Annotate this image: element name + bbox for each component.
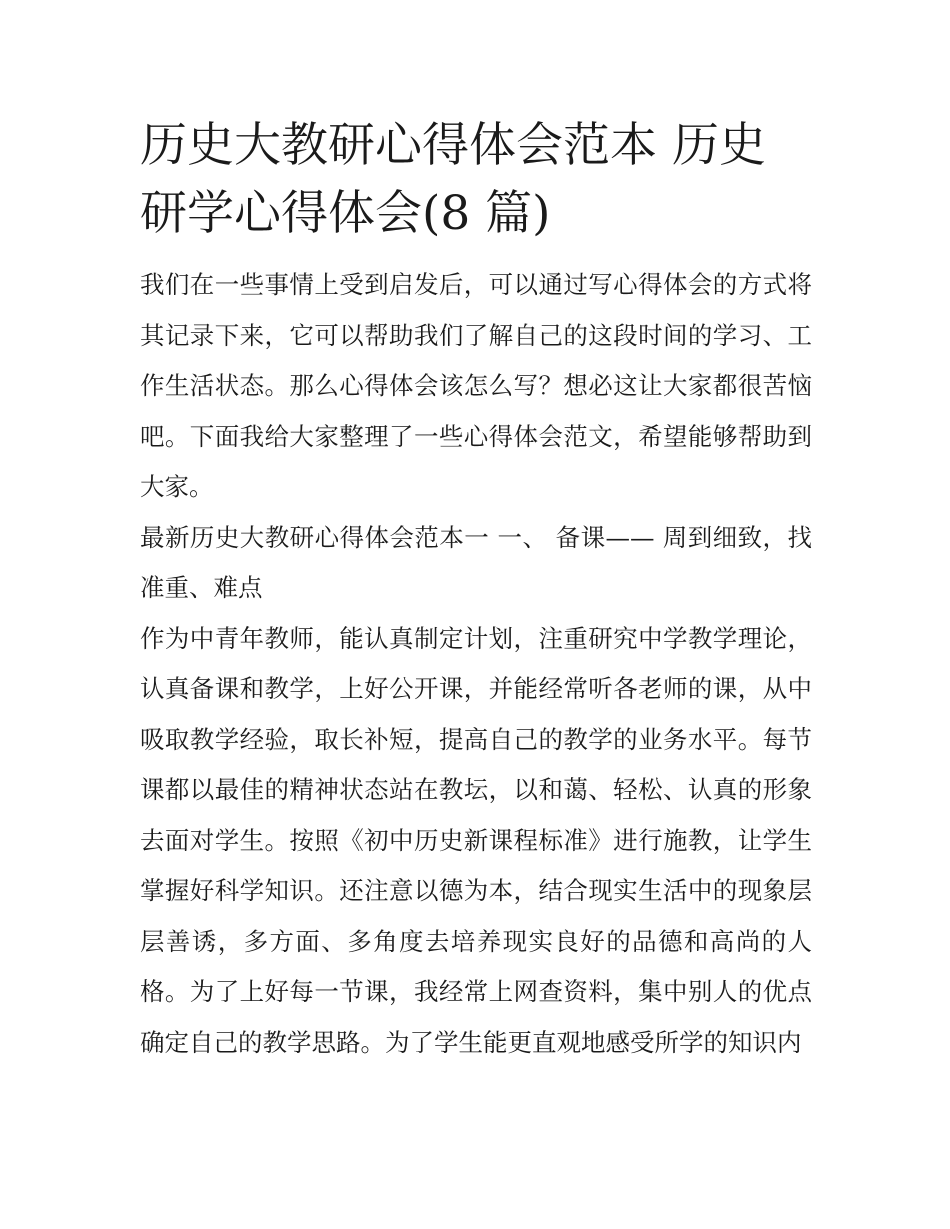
document-title: 历史大教研心得体会范本 历史研学心得体会(8 篇) [140,118,766,241]
document-content [140,112,812,1068]
section-heading: 最新历史大教研心得体会范本一 一、 备课—— 周到细致，找准重、难点 [140,522,812,602]
intro-paragraph: 我们在一些事情上受到启发后，可以通过写心得体会的方式将其记录下来，它可以帮助我们了解自己的这段时间的学习、工作生活状态。那么心得体会该怎么写？想必这让大家都很苦恼吧。下面我给大家整理了一些心得体会范文，希望能够帮助到大家。 [140,270,812,501]
body-paragraph: 作为中青年教师，能认真制定计划，注重研究中学教学理论，认真备课和教学，上好公开课，并能经常听各老师的课，从中吸取教学经验，取长补短，提高自己的教学的业务水平。每节课都以最佳的精神状态站在教坛，以和蔼、轻松、认真的形象去面对学生。按照《初中历史新课程标准》进行施教，让学生掌握好科学知识。还注意以德为本，结合现实生活中的现象层层善诱，多方面、多角度去培养现实良好的品德和高尚的人格。为了上好每一节课，我经常上网查资料，集中别人的优点确定自己的教学思路。为了学生能更直观地感受所学的知识内 [140,623,812,1057]
